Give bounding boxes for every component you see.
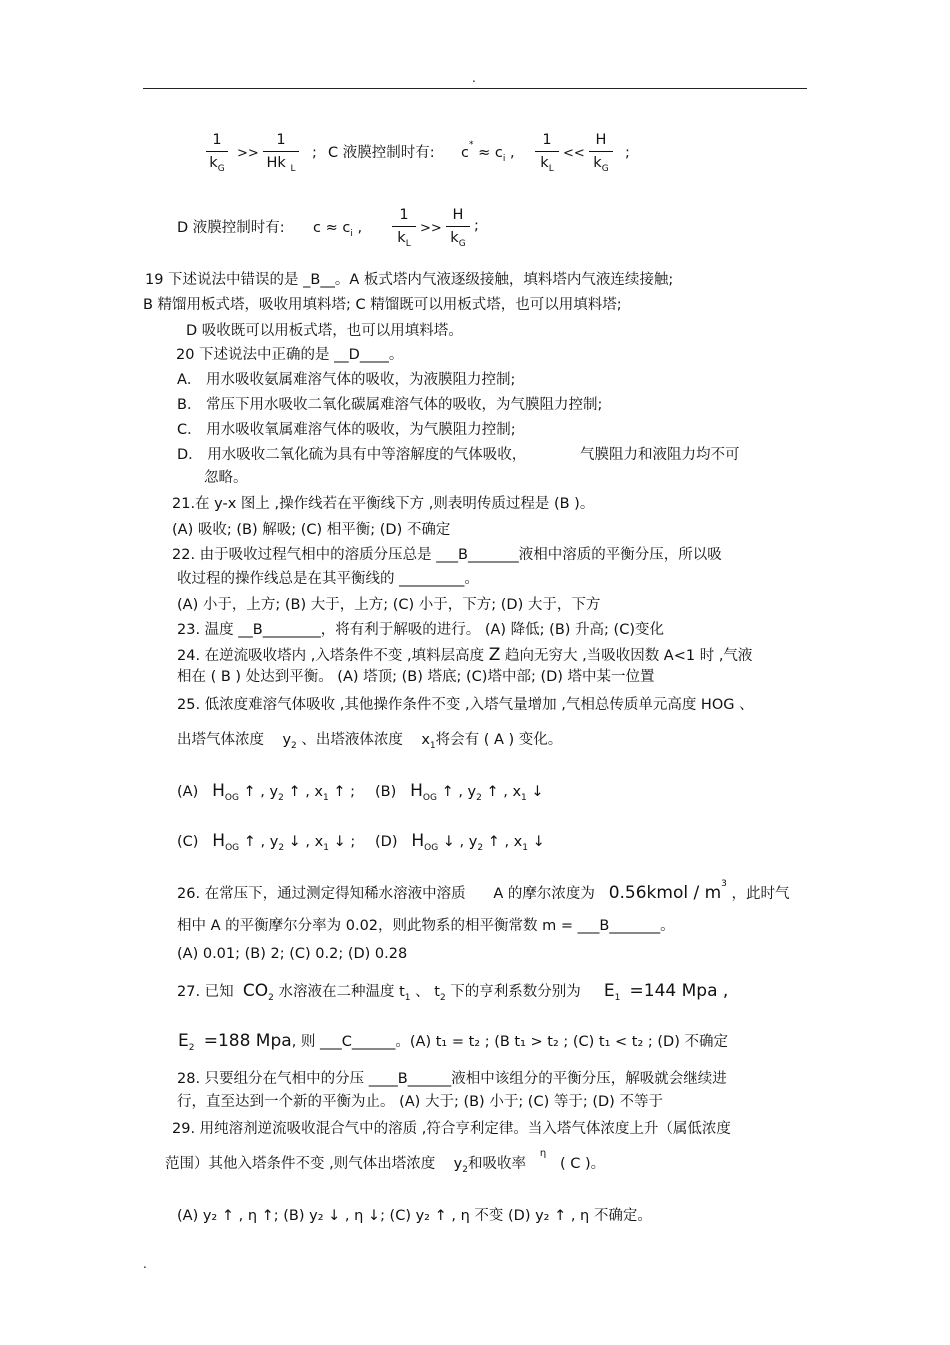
fraction-1-over-kL: $\frac{1}{k_L}$ — [392, 208, 416, 245]
q26-line-2: 相中 A 的平衡摩尔分率为 0.02，则此物系的相平衡常数 m = ___B_______。 — [177, 918, 675, 934]
much-greater-sign: >> — [420, 221, 442, 236]
q21-stem: 21.在 y-x 图上 ,操作线若在平衡线下方 ,则表明传质过程是 (B )。 — [172, 496, 595, 512]
q22-options: (A) 小于，上方; (B) 大于，上方; (C) 小于，下方; (D) 大于，下方 — [177, 597, 601, 613]
q28-line-2: 行，直至达到一个新的平衡为止。 (A) 大于; (B) 小于; (C) 等于; (D) 不等于 — [177, 1094, 663, 1110]
q28-line-1: 28. 只要组分在气相中的分压 ____B______液相中该组分的平衡分压，解吸就会继续进 — [177, 1071, 727, 1087]
q29-line-1: 29. 用纯溶剂逆流吸收混合气中的溶质 ,符合亨利定律。当入塔气体浓度上升（属低浓度 — [172, 1121, 731, 1137]
c-approx-ci: $c \approx c_i$ , — [313, 220, 363, 239]
q25-option-c: (C) $H_{OG}$ ↑ , $y_2$ ↓ , $x_1$ ↓ ; — [177, 831, 356, 853]
much-less-sign: << — [563, 146, 585, 161]
q26-line-1: 26. 在常压下，通过测定得知稀水溶液中溶质 A 的摩尔浓度为 0.56kmol / $m^3$ ，此时气 — [177, 879, 790, 903]
q29-line-2: 范围）其他入塔条件不变 ,则气体出塔浓度 $y_2$和吸收率 $^\eta$ ( C )。 — [165, 1148, 606, 1175]
q22-line-1: 22. 由于吸收过程气相中的溶质分压总是 ___B_______液相中溶质的平衡分压，所以吸 — [172, 547, 722, 563]
q20-option-a: A． 用水吸收氨属难溶气体的吸收，为液膜阻力控制; — [177, 372, 516, 388]
c-liquid-film-label: C 液膜控制时有: — [328, 145, 435, 161]
q25-option-a: (A) $H_{OG}$ ↑ , $y_2$ ↑ , $x_1$ ↑ ; — [177, 781, 355, 803]
q25-option-d: (D) $H_{OG}$ ↓ , $y_2$ ↑ , $x_1$ ↓ — [375, 831, 545, 853]
c-star-approx-ci: $c^* \approx c_i$ , — [461, 140, 515, 164]
q19-line-1: 19 下述说法中错误的是 _B__。A 板式塔内气液逐级接触，填料塔内气液连续接触; — [145, 272, 674, 288]
q20-option-d-cont: 气膜阻力和液阻力均不可 — [580, 447, 740, 463]
q21-options: (A) 吸收; (B) 解吸; (C) 相平衡; (D) 不确定 — [172, 522, 451, 538]
q19-line-3: D 吸收既可以用板式塔，也可以用填料塔。 — [186, 323, 463, 339]
header-dot: . — [472, 71, 476, 85]
much-greater-sign: >> — [237, 146, 259, 161]
header-rule — [143, 88, 807, 89]
fraction-H-over-kG: $\frac{H}{k_G}$ — [589, 133, 613, 170]
semicolon: ; — [625, 145, 630, 161]
q29-options: (A) y₂ ↑ , η ↑; (B) y₂ ↓ , η ↓; (C) y₂ ↑ , η 不变 (D) y₂ ↑ , η 不确定。 — [177, 1208, 652, 1224]
semicolon: ; — [474, 218, 479, 234]
q25-line-2: 出塔气体浓度 $y_2$ 、出塔液体浓度 $x_1$将会有 ( A ) 变化。 — [177, 732, 563, 751]
q20-stem: 20 下述说法中正确的是 __D____。 — [176, 347, 404, 363]
q22-line-2: 收过程的操作线总是在其平衡线的 _________。 — [177, 571, 479, 587]
q20-option-c: C． 用水吸收氧属难溶气体的吸收，为气膜阻力控制; — [177, 422, 516, 438]
q24-line-1: 24. 在逆流吸收塔内 ,入塔条件不变 ,填料层高度 Z 趋向无穷大 ,当吸收因数 A<1 时 ,气液 — [177, 645, 753, 665]
q20-option-b: B． 常压下用水吸收二氧化碳属难溶气体的吸收，为气膜阻力控制; — [177, 397, 603, 413]
q26-options: (A) 0.01; (B) 2; (C) 0.2; (D) 0.28 — [177, 946, 408, 962]
q27-line-2: $E_2 =188$ Mpa, 则 ___C______。(A) t₁ = t₂ ; (B t₁ > t₂ ; (C) t₁ < t₂ ; (D) 不确定 — [178, 1031, 728, 1053]
footer-dot: . — [143, 1257, 147, 1271]
fraction-1-over-kL: $\frac{1}{k_L}$ — [535, 133, 559, 170]
q25-option-b: (B) $H_{OG}$ ↑ , $y_2$ ↑ , $x_1$ ↓ — [375, 781, 544, 803]
q20-option-d-end: 忽略。 — [204, 470, 248, 486]
fraction-1-over-HkL: $\frac{1}{Hk _L}$ — [263, 133, 299, 170]
q23-line: 23. 温度 __B________，将有利于解吸的进行。 (A) 降低; (B) 升高; (C)变化 — [177, 622, 664, 638]
semicolon: ; — [312, 145, 317, 161]
q20-option-d: D． 用水吸收二氧化硫为具有中等溶解度的气体吸收， — [177, 447, 527, 463]
d-liquid-film-label: D 液膜控制时有: — [177, 220, 285, 236]
fraction-1-over-kG: $\frac{1}{k_G}$ — [206, 133, 228, 170]
fraction-H-over-kG: $\frac{H}{k_G}$ — [446, 208, 470, 245]
q19-line-2: B 精馏用板式塔，吸收用填料塔; C 精馏既可以用板式塔，也可以用填料塔; — [143, 297, 622, 313]
q27-line-1: 27. 已知 $CO_2$ 水溶液在二种温度 $t_1$ 、 $t_2$ 下的亨利系数分别为 $E_1 =144$ Mpa , — [177, 981, 729, 1003]
q24-line-2: 相在 ( B ) 处达到平衡。 (A) 塔顶; (B) 塔底; (C)塔中部; (D) 塔中某一位置 — [177, 669, 655, 685]
q25-line-1: 25. 低浓度难溶气体吸收 ,其他操作条件不变 ,入塔气量增加 ,气相总传质单元高度 HOG 、 — [177, 697, 754, 713]
